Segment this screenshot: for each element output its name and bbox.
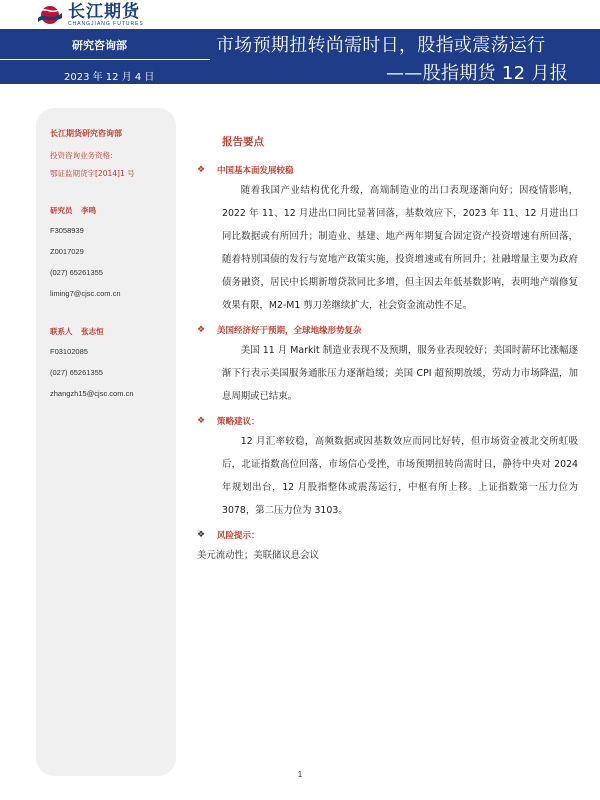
researcher-license-2: Z0017029 [50, 247, 84, 256]
diamond-bullet-icon: ❖ [197, 325, 206, 335]
section-title: 风险提示： [217, 531, 260, 541]
section-title: 策略建议： [217, 417, 260, 427]
diamond-bullet-icon: ❖ [197, 530, 206, 540]
header-band [0, 29, 600, 84]
contact-heading [50, 326, 176, 337]
report-body [197, 108, 578, 567]
section-title: 美国经济好于预期，全球地缘形势复杂 [217, 326, 362, 336]
section-heading [197, 161, 578, 179]
diamond-bullet-icon: ❖ [197, 416, 206, 426]
logo-name-cn: 长江期货 [68, 1, 140, 22]
report-subtitle: ——股指期货 12 月报 [386, 63, 568, 84]
section-heading [197, 412, 578, 430]
contact-license: F03102085 [50, 347, 88, 356]
report-summary-heading: 报告要点 [222, 136, 264, 148]
company-logo [36, 2, 144, 28]
qualification-value: 鄂证监期货字[2014]1 号 [50, 169, 135, 178]
researcher-role: 研究员 [50, 206, 73, 215]
qualification-label: 投资咨询业务资格: [50, 151, 113, 160]
header-divider [0, 59, 210, 60]
department-label: 研究咨询部 [72, 39, 127, 52]
researcher-email[interactable]: liming7@cjsc.com.cn [50, 289, 121, 298]
logo-mark-icon [36, 4, 64, 26]
contact-phone: (027) 65261355 [50, 368, 103, 377]
diamond-bullet-icon: ❖ [197, 165, 206, 175]
report-title: 市场预期扭转尚需时日，股指或震荡运行 [216, 35, 546, 56]
section-paragraph: 12 月汇率较稳，高频数据或因基数效应而同比好转，但市场资金被北交所虹吸后，北证指数高位回落，市场信心受挫，市场预期扭转尚需时日，静待中央对 2024 年规划出台，12 月股指整体或震荡运行，中枢有所上移。上证指数第一压力位为 3078，第二压力位为 3103。 [222, 436, 578, 516]
contact-email[interactable]: zhangzh15@cjsc.com.cn [50, 389, 134, 398]
sidebar-org: 长江期货研究咨询部 [50, 129, 122, 138]
section-paragraph: 美元流动性；美联储议息会议 [197, 550, 319, 561]
section-paragraph: 美国 11 月 Markit 制造业表现不及预期，服务业表现较好；美国时薪环比涨幅逐渐下行表示美国服务通胀压力逐渐趋缓；美国 CPI 超预期放缓，劳动力市场降温，加息周期或已结束。 [222, 345, 578, 402]
section-paragraph: 随着我国产业结构优化升级，高端制造业的出口表现逐渐向好；因疫情影响，2022 年 11、12 月进出口同比显著回落，基数效应下，2023 年 11、12 月进出口同比数据或有所回升；制造业、基建、地产两年期复合固定资产投资增速有所回落，随着特别国债的发行与宽地产政策实施，投资增速或有所回升；社融增量主要为政府债务融资，居民中长期新增贷款同比多增，但主因去年低基数影响，表明地产端修复效果有限，M2-M1 剪刀差继续扩大，社会资金流动性不足。 [222, 185, 578, 311]
researcher-heading [50, 205, 176, 216]
section-title: 中国基本面发展较稳 [217, 166, 294, 176]
logo-name-en: CHANGJIANG FUTURES [68, 20, 144, 27]
researcher-name: 李鸣 [81, 206, 97, 215]
author-sidebar [36, 108, 176, 776]
contact-role: 联系人 [50, 327, 73, 336]
researcher-phone: (027) 65261355 [50, 268, 103, 277]
contact-name: 张志恒 [81, 327, 104, 336]
section-heading [197, 321, 578, 339]
section-heading [197, 526, 578, 544]
page-number: 1 [297, 770, 303, 779]
researcher-license-1: F3058939 [50, 226, 84, 235]
report-date: 2023 年 12 月 4 日 [64, 72, 155, 83]
